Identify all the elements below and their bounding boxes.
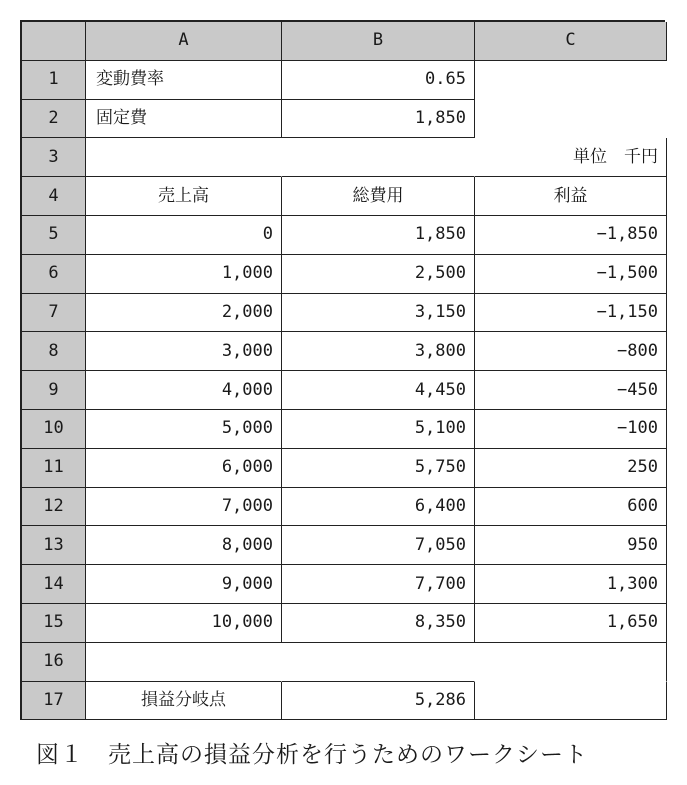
row-header-4[interactable]: 4 [22, 177, 86, 216]
row-header-2[interactable]: 2 [22, 100, 86, 139]
cell-a7[interactable]: 2,000 [86, 294, 282, 333]
row-header-9[interactable]: 9 [22, 371, 86, 410]
row-header-1[interactable]: 1 [22, 61, 86, 100]
corner-cell[interactable] [22, 22, 86, 61]
cell-a14[interactable]: 9,000 [86, 565, 282, 604]
row-header-15[interactable]: 15 [22, 604, 86, 643]
cell-b17-breakeven-value[interactable]: 5,286 [282, 682, 475, 721]
row-header-12[interactable]: 12 [22, 488, 86, 527]
cell-a10[interactable]: 5,000 [86, 410, 282, 449]
row-header-3[interactable]: 3 [22, 138, 86, 177]
cell-c13[interactable]: 950 [475, 526, 667, 565]
cell-b5[interactable]: 1,850 [282, 216, 475, 255]
cell-c2[interactable] [475, 100, 667, 139]
cell-b13[interactable]: 7,050 [282, 526, 475, 565]
cell-c10[interactable]: −100 [475, 410, 667, 449]
cell-c15[interactable]: 1,650 [475, 604, 667, 643]
cell-c14[interactable]: 1,300 [475, 565, 667, 604]
cell-b10[interactable]: 5,100 [282, 410, 475, 449]
cell-b3[interactable] [282, 138, 475, 177]
cell-a17-breakeven-label[interactable]: 損益分岐点 [86, 682, 282, 721]
cell-a1[interactable]: 変動費率 [86, 61, 282, 100]
cell-a11[interactable]: 6,000 [86, 449, 282, 488]
cell-a4-sales-header[interactable]: 売上高 [86, 177, 282, 216]
cell-b11[interactable]: 5,750 [282, 449, 475, 488]
column-header-c[interactable]: C [475, 22, 667, 61]
cell-b8[interactable]: 3,800 [282, 332, 475, 371]
row-header-8[interactable]: 8 [22, 332, 86, 371]
cell-c11[interactable]: 250 [475, 449, 667, 488]
cell-a6[interactable]: 1,000 [86, 255, 282, 294]
cell-b15[interactable]: 8,350 [282, 604, 475, 643]
cell-b6[interactable]: 2,500 [282, 255, 475, 294]
cell-a9[interactable]: 4,000 [86, 371, 282, 410]
row-header-13[interactable]: 13 [22, 526, 86, 565]
column-header-b[interactable]: B [282, 22, 475, 61]
column-header-a[interactable]: A [86, 22, 282, 61]
cell-c17[interactable] [475, 682, 667, 721]
spreadsheet [20, 20, 665, 720]
cell-c4-profit-header[interactable]: 利益 [475, 177, 667, 216]
figure-caption: 図１ 売上高の損益分析を行うためのワークシート [36, 742, 588, 768]
cell-b9[interactable]: 4,450 [282, 371, 475, 410]
cell-a8[interactable]: 3,000 [86, 332, 282, 371]
cell-grid [20, 20, 665, 720]
row-header-5[interactable]: 5 [22, 216, 86, 255]
cell-a5[interactable]: 0 [86, 216, 282, 255]
cell-a16[interactable] [86, 643, 282, 682]
row-header-7[interactable]: 7 [22, 294, 86, 333]
cell-c12[interactable]: 600 [475, 488, 667, 527]
cell-a2[interactable]: 固定費 [86, 100, 282, 139]
cell-a15[interactable]: 10,000 [86, 604, 282, 643]
row-header-17[interactable]: 17 [22, 682, 86, 721]
row-header-16[interactable]: 16 [22, 643, 86, 682]
cell-a13[interactable]: 8,000 [86, 526, 282, 565]
cell-b4-total-cost-header[interactable]: 総費用 [282, 177, 475, 216]
row-header-14[interactable]: 14 [22, 565, 86, 604]
cell-c9[interactable]: −450 [475, 371, 667, 410]
row-header-6[interactable]: 6 [22, 255, 86, 294]
cell-c6[interactable]: −1,500 [475, 255, 667, 294]
row-header-10[interactable]: 10 [22, 410, 86, 449]
cell-a3[interactable] [86, 138, 282, 177]
cell-b12[interactable]: 6,400 [282, 488, 475, 527]
row-header-11[interactable]: 11 [22, 449, 86, 488]
cell-a12[interactable]: 7,000 [86, 488, 282, 527]
cell-b7[interactable]: 3,150 [282, 294, 475, 333]
cell-c5[interactable]: −1,850 [475, 216, 667, 255]
cell-c16[interactable] [475, 643, 667, 682]
cell-c1[interactable] [475, 61, 667, 100]
cell-c8[interactable]: −800 [475, 332, 667, 371]
cell-c3-unit[interactable]: 単位 千円 [475, 138, 667, 177]
cell-c7[interactable]: −1,150 [475, 294, 667, 333]
cell-b16[interactable] [282, 643, 475, 682]
cell-b14[interactable]: 7,700 [282, 565, 475, 604]
cell-b2[interactable]: 1,850 [282, 100, 475, 139]
cell-b1[interactable]: 0.65 [282, 61, 475, 100]
